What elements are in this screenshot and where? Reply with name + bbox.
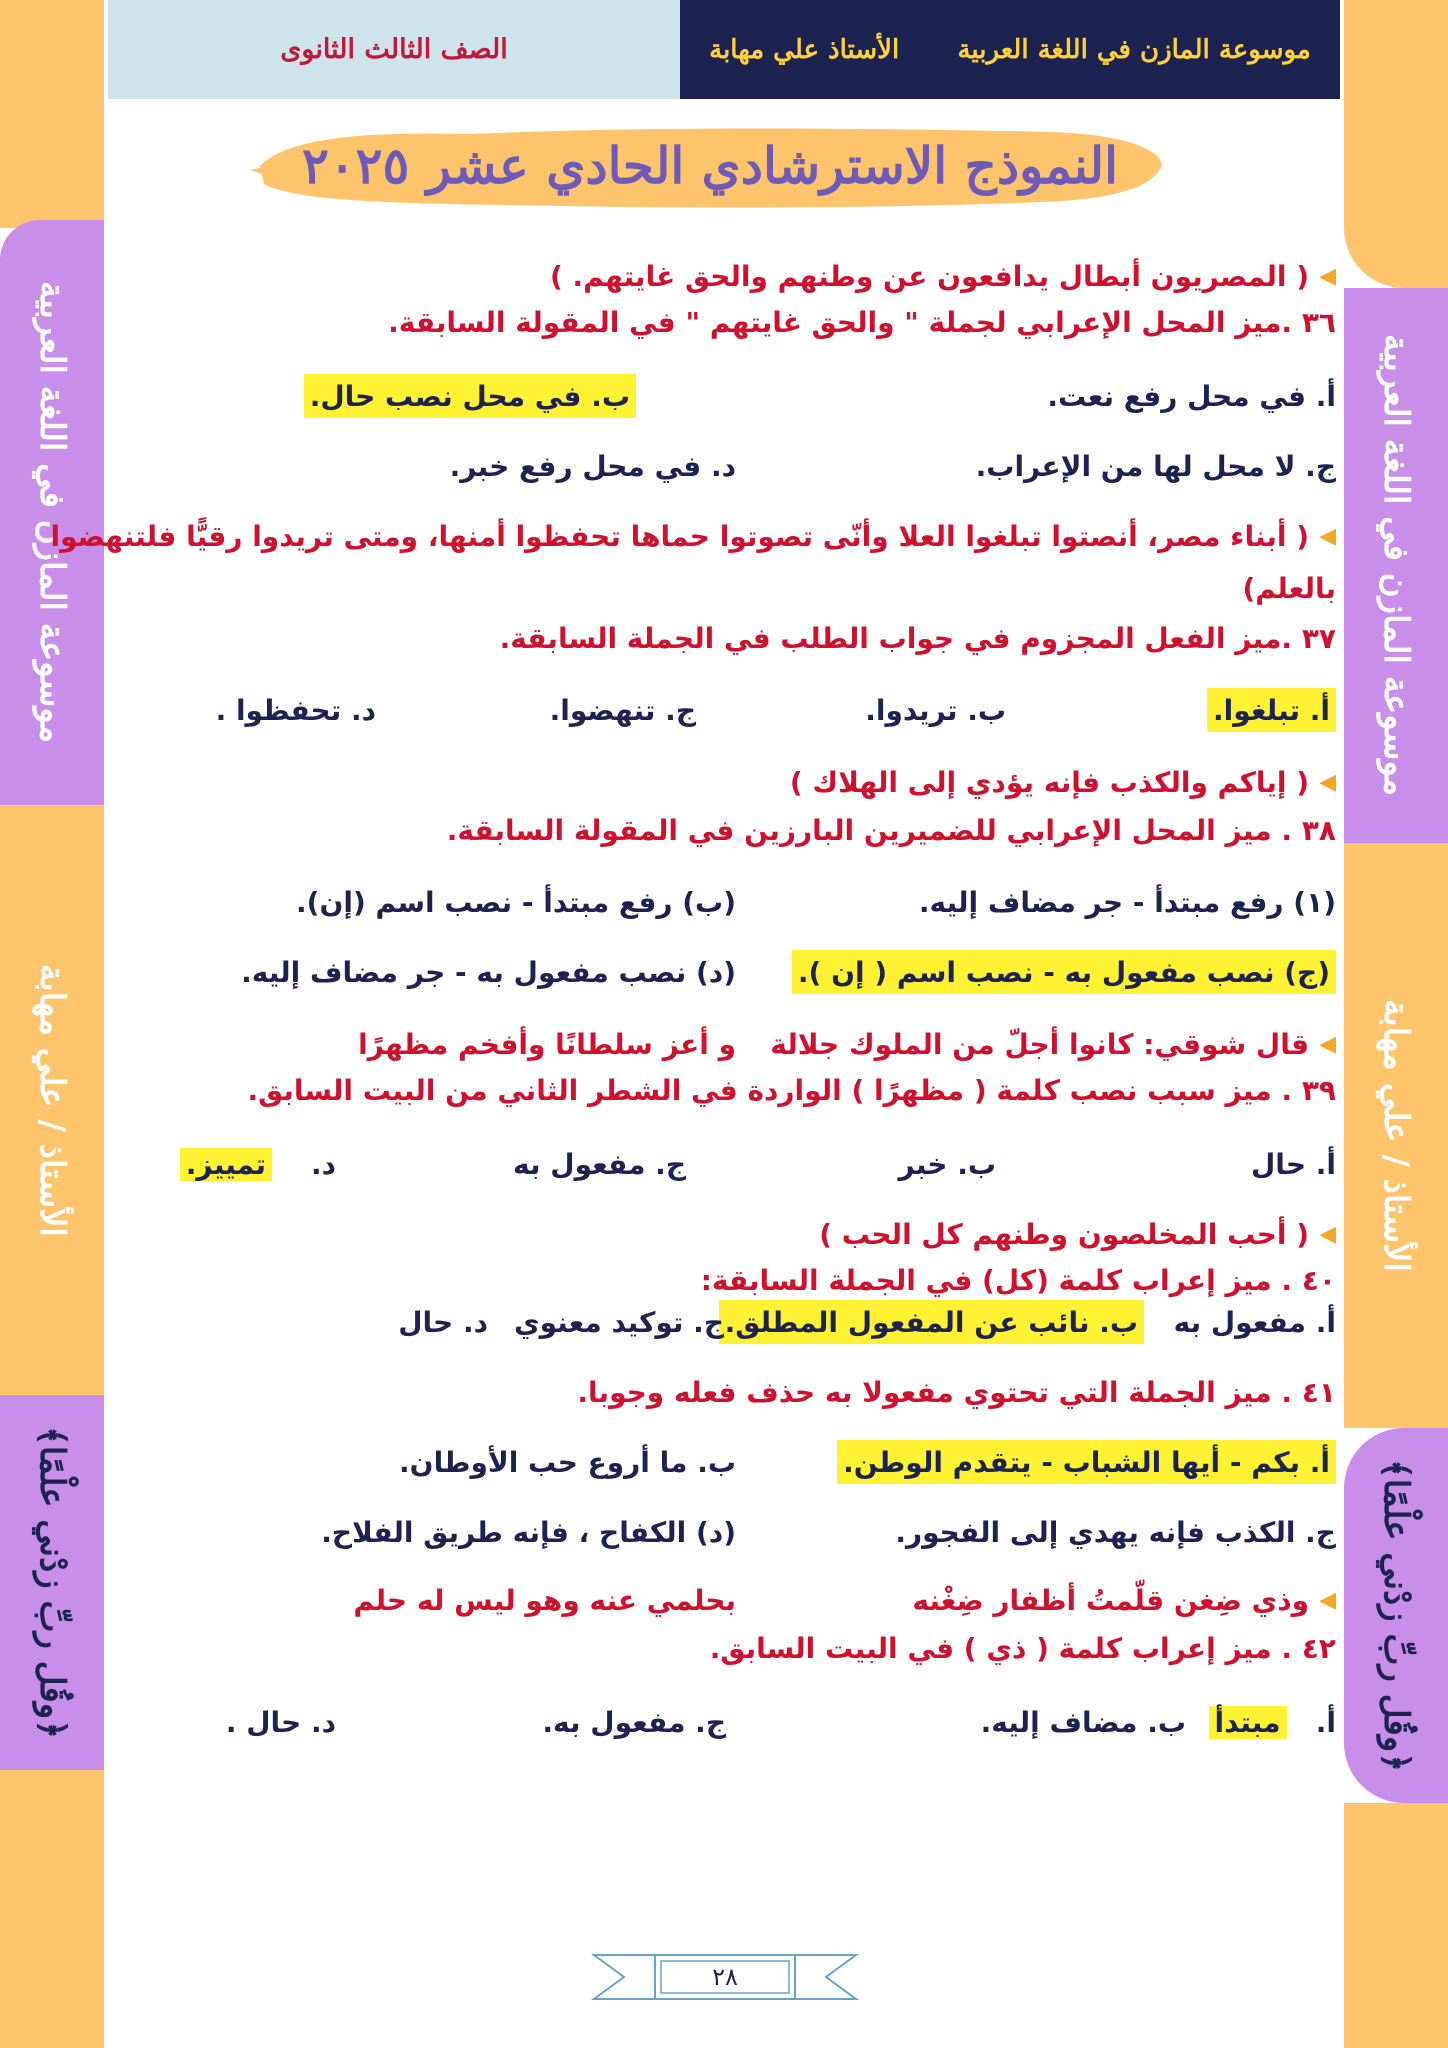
left-teacher-text: الأستاذ / علي مهابة	[32, 963, 72, 1237]
page-number-ornament	[590, 1947, 860, 2007]
q42-option-c: ج. مفعول به.	[542, 1705, 726, 1739]
q39-verse: ◀ قال شوقي: كانوا أجلّ من الملوك جلالة	[770, 1027, 1336, 1061]
q40-option-d: د. حال	[398, 1305, 488, 1339]
q36-option-d: د. في محل رفع خبر.	[449, 449, 736, 483]
bullet-icon: ◀	[1319, 263, 1336, 289]
q39-question: ٣٩ . ميز سبب نصب كلمة ( مظهرًا ) الواردة في الشطر الثاني من البيت السابق.	[247, 1073, 1336, 1107]
left-strip-verse	[0, 1395, 104, 1770]
q36-option-b: ب. في محل نصب حال.	[304, 374, 636, 418]
q39-option-d-prefix: د.	[310, 1147, 336, 1181]
grade-label: الصف الثالث الثانوى	[108, 0, 680, 99]
q42-verse-part2: بحلمي عنه وهو ليس له حلم	[353, 1583, 736, 1617]
left-verse-text: ﴿وقُل ربِّ زدْني علْمًا﴾	[32, 1425, 72, 1740]
teacher-label: الأستاذ علي مهابة	[709, 34, 900, 65]
q37-option-a: أ. تبلغوا.	[1207, 688, 1336, 732]
q37-quote-line1: ◀ ( أبناء مصر، أنصتوا تبلغوا العلا وأنّى تصوتوا حماها تحفظوا أمنها، ومتى تريدوا رقيًّا فلتنهضوا	[50, 519, 1336, 553]
q39-option-b: ب. خبر	[898, 1147, 996, 1181]
q36-option-a: أ. في محل رفع نعت.	[1047, 379, 1336, 413]
right-strip-top	[1344, 0, 1448, 288]
q42-option-a-answer: مبتدأ	[1209, 1706, 1287, 1739]
q41-option-c: ج. الكذب فإنه يهدي إلى الفجور.	[895, 1515, 1336, 1549]
bullet-icon: ◀	[1319, 1587, 1336, 1613]
q40-option-a: أ. مفعول به	[1173, 1305, 1336, 1339]
header-navy	[680, 0, 1340, 99]
header-bar	[108, 0, 1340, 99]
q37-question: ٣٧ .ميز الفعل المجزوم في جواب الطلب في الجملة السابقة.	[499, 621, 1336, 655]
q38-quote: ◀ ( إياكم والكذب فإنه يؤدي إلى الهلاك )	[789, 765, 1336, 799]
q40-option-c: ج. توكيد معنوي	[513, 1305, 724, 1339]
q41-option-d: (د) الكفاح ، فإنه طريق الفلاح.	[321, 1515, 736, 1549]
title-banner	[250, 118, 1170, 213]
q37-option-d: د. تحفظوا .	[215, 693, 376, 727]
right-strip-teacher	[1344, 843, 1448, 1428]
q42-verse: ◀ وذي ضِغن قلّمتُ أظفار ضِغْنه	[912, 1583, 1336, 1617]
bullet-icon: ◀	[1319, 1221, 1336, 1247]
page-number: ٢٨	[712, 1963, 738, 1991]
q41-option-a: أ. بكم - أيها الشباب - يتقدم الوطن.	[837, 1440, 1336, 1484]
q37-option-b: ب. تريدوا.	[865, 693, 1006, 727]
right-strip-bottom	[1344, 1803, 1448, 2048]
right-series-text: موسوعة المازن في اللغة العربية	[1376, 334, 1416, 797]
q38-option-c: (ج) نصب مفعول به - نصب اسم ( إن ).	[792, 950, 1336, 994]
q38-question: ٣٨ . ميز المحل الإعرابي للضميرين البارزين في المقولة السابقة.	[446, 813, 1336, 847]
q37-option-c: ج. تنهضوا.	[549, 693, 696, 727]
bullet-icon: ◀	[1319, 523, 1336, 549]
bullet-icon: ◀	[1319, 769, 1336, 795]
q36-option-c: ج. لا محل لها من الإعراب.	[975, 449, 1336, 483]
q41-option-b: ب. ما أروع حب الأوطان.	[399, 1445, 736, 1479]
q42-option-a-prefix: أ.	[1315, 1705, 1336, 1739]
q39-option-d	[180, 1142, 336, 1186]
q40-question: ٤٠ . ميز إعراب كلمة (كل) في الجملة السابقة:	[700, 1263, 1336, 1297]
q42-option-b: ب. مضاف إليه.	[980, 1705, 1186, 1739]
bullet-icon: ◀	[1319, 1031, 1336, 1057]
q36-quote: ◀ ( المصريون أبطال يدافعون عن وطنهم والحق غايتهم. )	[550, 259, 1336, 293]
left-series-text: موسوعة المازن في اللغة العربية	[32, 281, 72, 744]
right-verse-text: ﴿وقُل ربِّ زدْني علْمًا﴾	[1376, 1458, 1416, 1773]
right-strip-series	[1344, 288, 1448, 843]
q42-option-a	[1209, 1700, 1336, 1744]
q36-question: ٣٦ .ميز المحل الإعرابي لجملة " والحق غايتهم " في المقولة السابقة.	[388, 305, 1336, 339]
right-strip-verse	[1344, 1428, 1448, 1803]
page-title: النموذج الاسترشادي الحادي عشر ٢٠٢٥	[301, 136, 1119, 195]
left-strip-bottom	[0, 1770, 104, 2048]
q37-quote-line2: بالعلم)	[1242, 571, 1336, 605]
q42-option-d: د. حال .	[225, 1705, 336, 1739]
series-label: موسوعة المازن في اللغة العربية	[957, 34, 1311, 65]
q42-question: ٤٢ . ميز إعراب كلمة ( ذي ) في البيت السابق.	[709, 1631, 1336, 1665]
left-strip-teacher	[0, 805, 104, 1395]
q38-option-b: (ب) رفع مبتدأ - نصب اسم (إن).	[296, 885, 736, 919]
q39-option-c: ج. مفعول به	[513, 1147, 686, 1181]
q41-question: ٤١ . ميز الجملة التي تحتوي مفعولا به حذف فعله وجوبا.	[577, 1375, 1336, 1409]
q39-verse-part2: و أعز سلطانًا وأفخم مظهرًا	[358, 1027, 736, 1061]
right-teacher-text: الأستاذ / علي مهابة	[1376, 999, 1416, 1272]
q39-option-d-answer: تمييز.	[180, 1148, 272, 1181]
q40-option-b: ب. نائب عن المفعول المطلق.	[719, 1300, 1144, 1344]
q38-option-a: (١) رفع مبتدأ - جر مضاف إليه.	[918, 885, 1336, 919]
q39-option-a: أ. حال	[1251, 1147, 1336, 1181]
q38-option-d: (د) نصب مفعول به - جر مضاف إليه.	[241, 955, 736, 989]
left-strip-top	[0, 0, 104, 228]
q40-quote: ◀ ( أحب المخلصون وطنهم كل الحب )	[819, 1217, 1336, 1251]
